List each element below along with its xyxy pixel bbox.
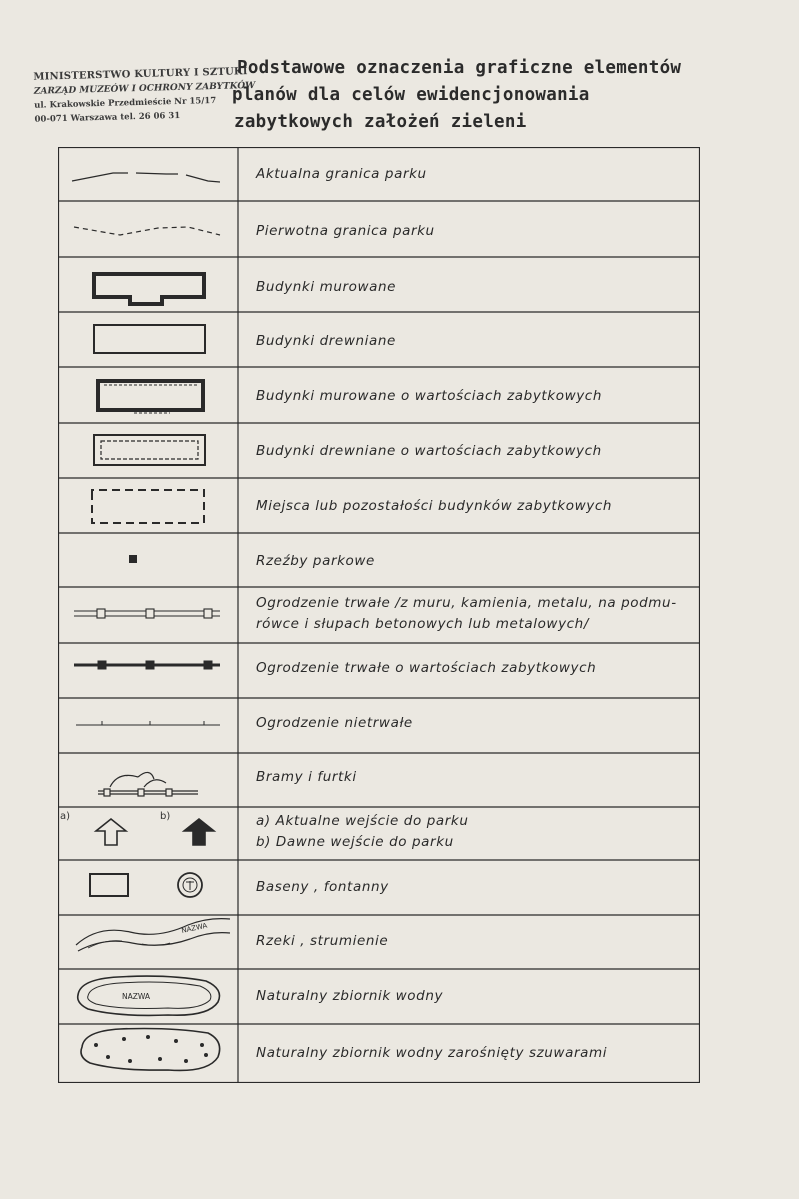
historic-masonry-building-symbol	[98, 381, 203, 413]
stamp-line-4: 00-071 Warszawa tel. 26 06 31	[34, 110, 181, 125]
historic-wooden-building-symbol	[94, 435, 205, 465]
label-historic-wooden-building: Budynki drewniane o wartościach zabytkowych	[256, 443, 602, 459]
pools-fountains-symbol	[90, 873, 202, 897]
label-gates: Bramy i furtki	[256, 769, 357, 785]
title-line-3: zabytkowych założeń zieleni	[234, 112, 527, 132]
title-line-2: planów dla celów ewidencjonowania	[232, 85, 590, 105]
label-permanent-fence: Ogrodzenie trwałe /z muru, kamienia, metalu, na podmu- rówce i słupach betonowych lub metalowych/	[256, 595, 677, 632]
pond-name-label: NAZWA	[122, 992, 151, 1001]
masonry-building-symbol	[94, 274, 204, 304]
label-masonry-building: Budynki murowane	[256, 279, 397, 295]
ministry-stamp	[33, 65, 256, 126]
park-entrances-symbol	[96, 819, 214, 845]
gates-symbol	[98, 772, 198, 796]
original-park-boundary-symbol	[74, 227, 220, 235]
permanent-fence-symbol	[74, 609, 220, 618]
river-name-label: NAZWA	[180, 921, 209, 935]
label-overgrown-pond: Naturalny zbiornik wodny zarośnięty szuwarami	[256, 1045, 608, 1061]
rivers-streams-symbol	[76, 919, 230, 951]
label-park-entrances: a) Aktualne wejście do parku b) Dawne wejście do parku	[256, 813, 469, 850]
title-line-1: Podstawowe oznaczenia graficzne elementów	[237, 58, 682, 78]
page-title	[232, 55, 682, 136]
temporary-fence-symbol	[76, 721, 220, 725]
label-temporary-fence: Ogrodzenie nietrwałe	[256, 715, 413, 731]
current-park-boundary-symbol	[72, 173, 220, 182]
stamp-line-1: MINISTERSTWO KULTURY I SZTUKI	[33, 66, 248, 83]
overgrown-pond-symbol	[81, 1029, 220, 1071]
wooden-building-symbol	[94, 325, 205, 353]
label-historic-masonry-building: Budynki murowane o wartościach zabytkowych	[256, 388, 602, 404]
label-pools-fountains: Baseny , fontanny	[256, 879, 389, 895]
label-rivers-streams: Rzeki , strumienie	[256, 933, 389, 949]
park-sculpture-symbol	[129, 555, 137, 563]
label-natural-pond: Naturalny zbiornik wodny	[256, 988, 444, 1004]
label-historic-permanent-fence: Ogrodzenie trwałe o wartościach zabytkowych	[256, 660, 597, 676]
label-current-park-boundary: Aktualna granica parku	[256, 166, 427, 182]
historic-permanent-fence-symbol	[74, 661, 220, 669]
entrance-letter-b: b)	[160, 811, 171, 822]
historic-building-remains-symbol	[92, 490, 204, 523]
label-wooden-building: Budynki drewniane	[256, 333, 396, 349]
label-historic-building-remains: Miejsca lub pozostałości budynków zabytkowych	[256, 498, 612, 514]
label-park-sculpture: Rzeźby parkowe	[256, 553, 375, 569]
legend-table	[58, 147, 700, 1083]
label-original-park-boundary: Pierwotna granica parku	[256, 223, 435, 239]
stamp-line-2: ZARZĄD MUZEÓW I OCHRONY ZABYTKÓW	[33, 80, 256, 97]
entrance-letter-a: a)	[60, 811, 71, 822]
stamp-line-3: ul. Krakowskie Przedmieście Nr 15/17	[34, 95, 217, 111]
